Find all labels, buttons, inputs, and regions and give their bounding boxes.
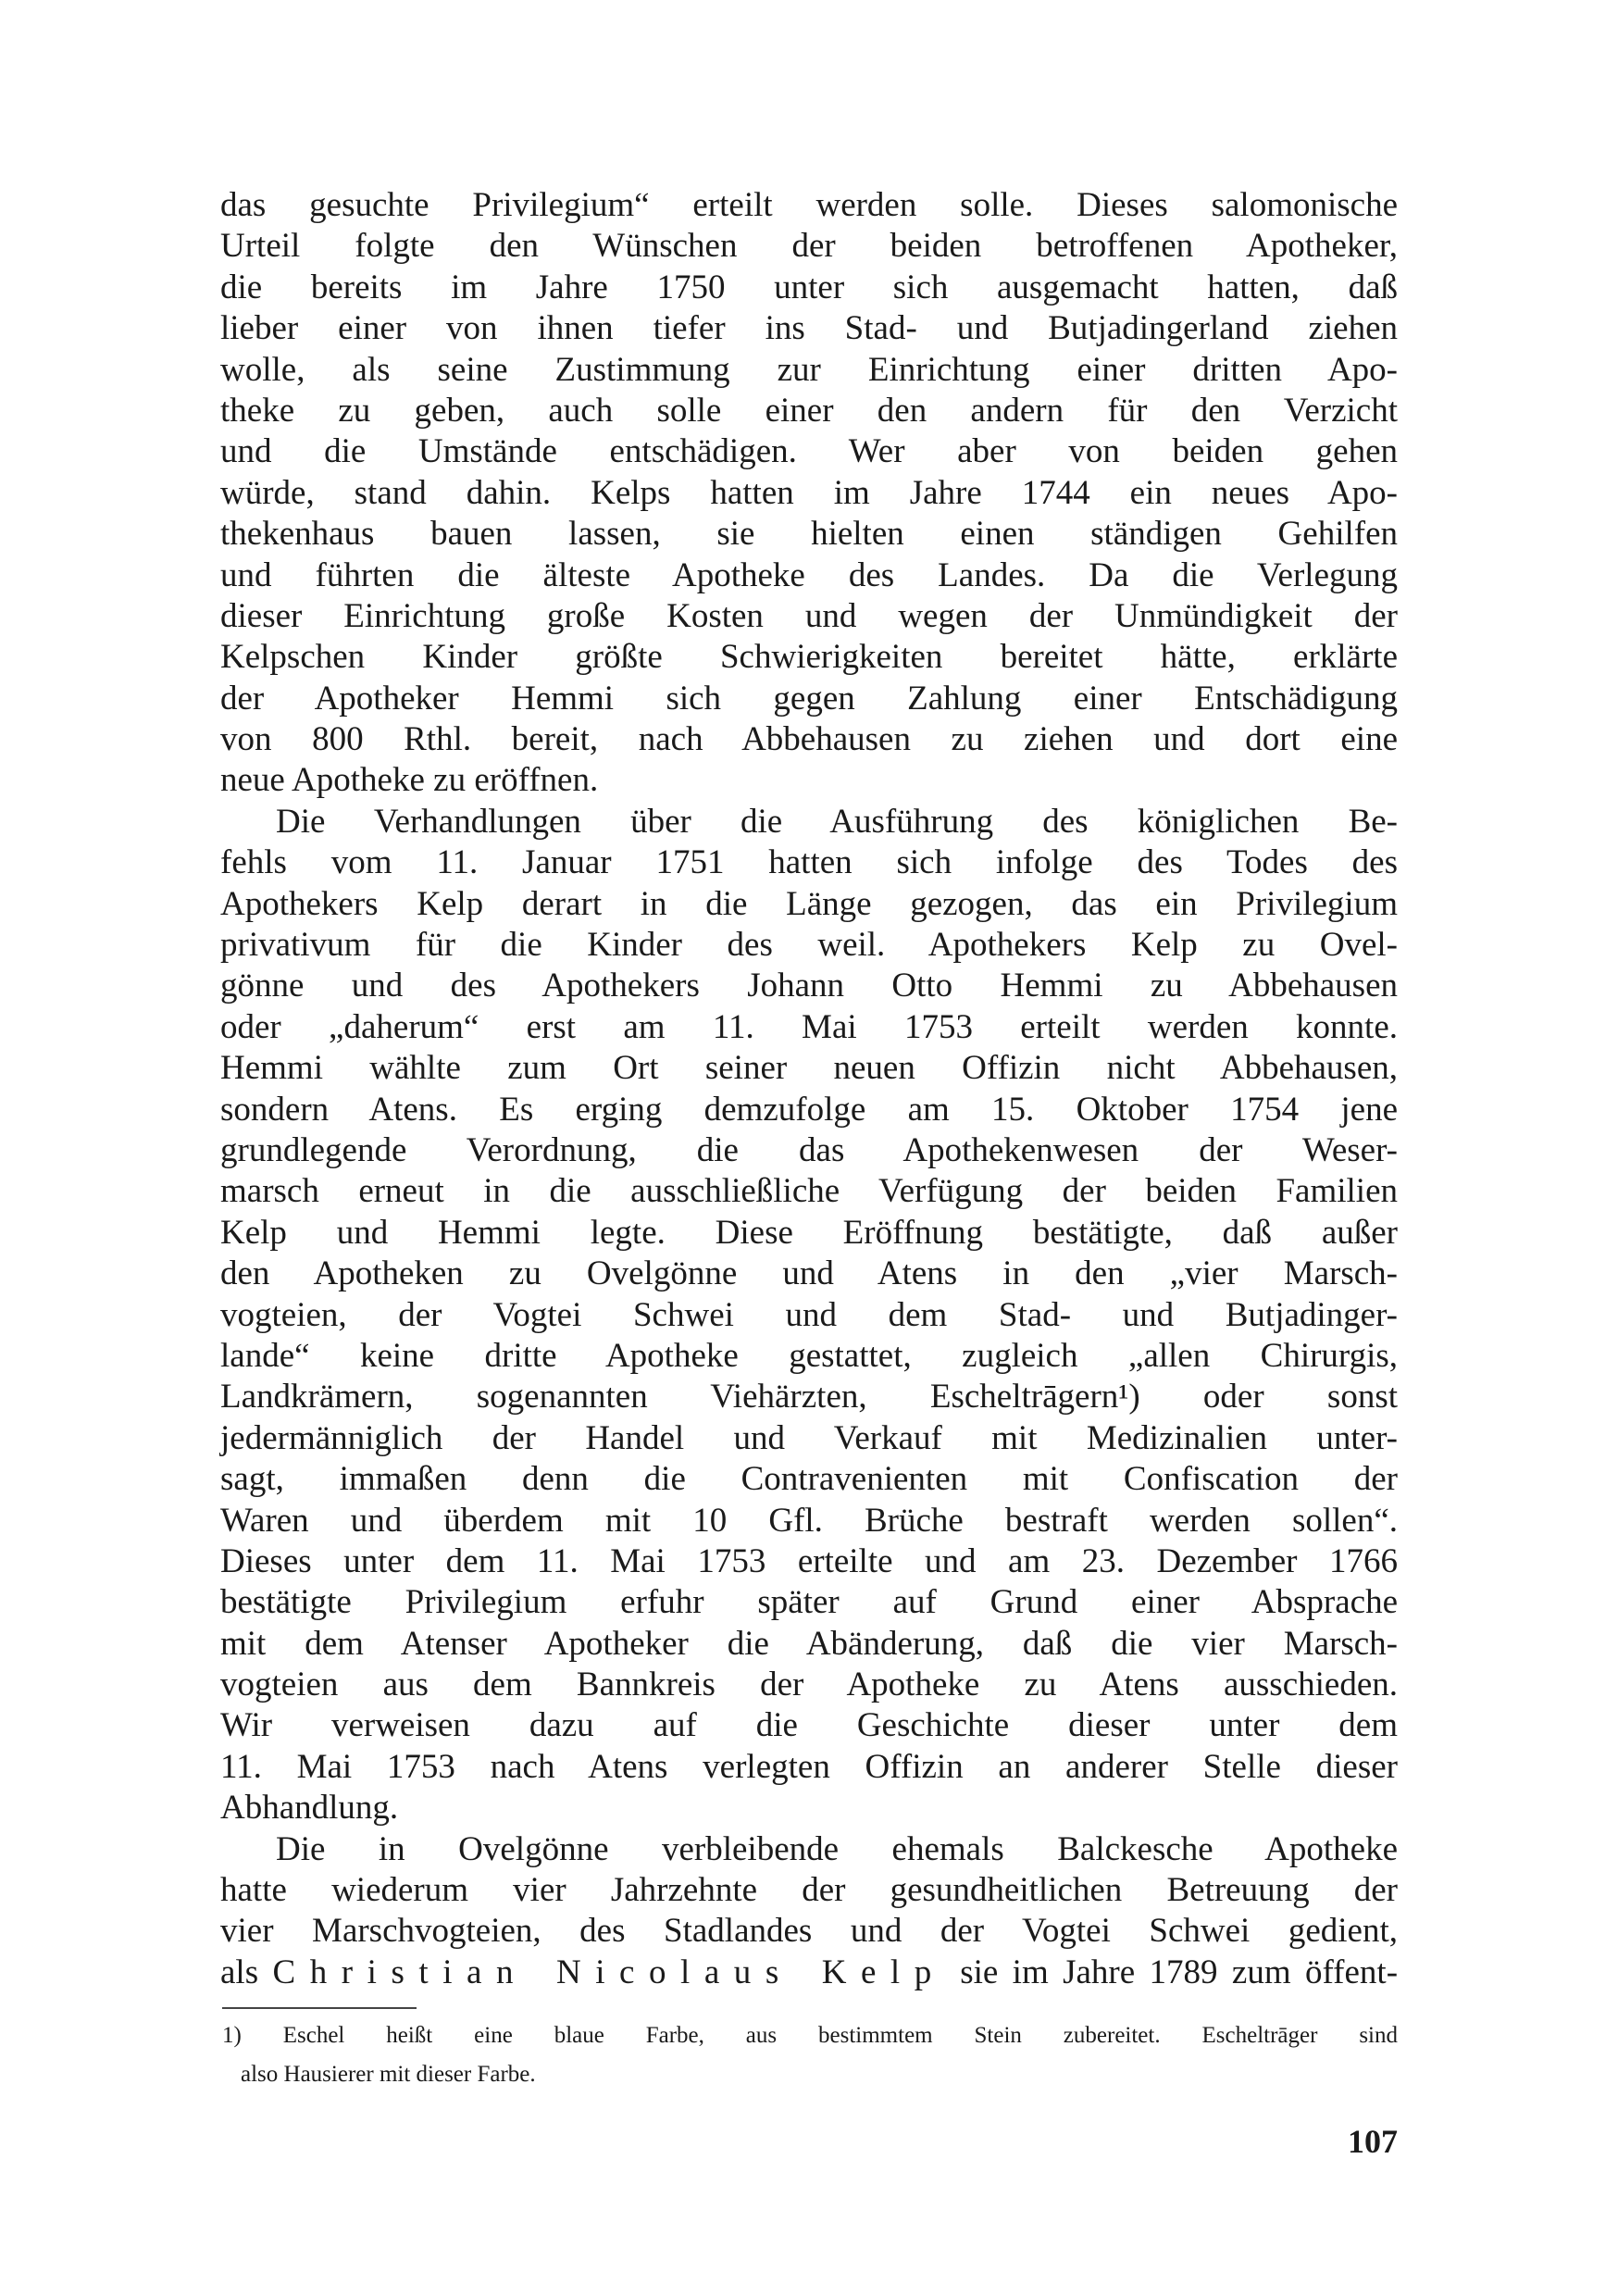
- text-fragment: sie im Jahre 1789 zum öffent-: [960, 1953, 1399, 1991]
- text-line: gönne und des Apothekers Johann Otto Hemmi zu Abbehausen: [220, 967, 1398, 1005]
- text-line: und führten die älteste Apotheke des Landes. Da die Verlegung: [220, 555, 1398, 594]
- text-line: lieber einer von ihnen tiefer ins Stad- und Butjadingerland ziehen: [220, 309, 1398, 348]
- text-line: lande“ keine dritte Apotheke gestattet, zugleich „allen Chirurgis,: [220, 1336, 1398, 1375]
- text-line: Kelp und Hemmi legte. Diese Eröffnung bestätigte, daß außer: [220, 1213, 1398, 1252]
- text-line: theke zu geben, auch solle einer den andern für den Verzicht: [220, 391, 1398, 430]
- text-line: wolle, als seine Zustimmung zur Einrichtung einer dritten Apo-: [220, 350, 1398, 389]
- text-line: Dieses unter dem 11. Mai 1753 erteilte und am 23. Dezember 1766: [220, 1541, 1398, 1580]
- text-line: und die Umstände entschädigen. Wer aber von beiden gehen: [220, 432, 1398, 471]
- text-line: vogteien, der Vogtei Schwei und dem Stad- und Butjadinger-: [220, 1295, 1398, 1334]
- text-line: Wir verweisen dazu auf die Geschichte dieser unter dem: [220, 1706, 1398, 1745]
- text-line: würde, stand dahin. Kelps hatten im Jahre 1744 ein neues Apo-: [220, 473, 1398, 512]
- text-fragment: als: [220, 1953, 259, 1991]
- text-line: die bereits im Jahre 1750 unter sich ausgemacht hatten, daß: [220, 268, 1398, 306]
- text-line: mit dem Atenser Apotheker die Abänderung, daß die vier Marsch-: [220, 1624, 1398, 1663]
- text-line: Landkrämern, sogenannten Viehärzten, Escheltrāgern¹) oder sonst: [220, 1378, 1398, 1416]
- paragraph: [220, 185, 1398, 802]
- text-line: Kelpschen Kinder größte Schwierigkeiten bereitet hätte, erklärte: [220, 638, 1398, 677]
- text-line: das gesuchte Privilegium“ erteilt werden solle. Dieses salomonische: [220, 186, 1398, 224]
- paragraph: [220, 1829, 1398, 1994]
- text-line: sagt, immaßen denn die Contravenienten mit Confiscation der: [220, 1460, 1398, 1499]
- text-line: marsch erneut in die ausschließliche Verfügung der beiden Familien: [220, 1172, 1398, 1211]
- text-line: sondern Atens. Es erging demzufolge am 15. Oktober 1754 jene: [220, 1090, 1398, 1129]
- text-line: thekenhaus bauen lassen, sie hielten einen ständigen Gehilfen: [220, 515, 1398, 554]
- footnote-marker: 1): [222, 2023, 242, 2048]
- footnote: [222, 2016, 1398, 2094]
- footnote-text: Eschel heißt eine blaue Farbe, aus bestimmtem Stein zubereitet. Escheltrāger sind: [282, 2023, 1398, 2048]
- text-line: Abhandlung.: [220, 1789, 399, 1828]
- text-line: 11. Mai 1753 nach Atens verlegten Offizin an anderer Stelle dieser: [220, 1747, 1398, 1786]
- text-line: [220, 1953, 1398, 1993]
- text-line: privativum für die Kinder des weil. Apothekers Kelp zu Ovel-: [220, 926, 1398, 965]
- text-line: bestätigte Privilegium erfuhr später auf Grund einer Absprache: [220, 1583, 1398, 1622]
- text-line: neue Apotheke zu eröffnen.: [220, 761, 599, 800]
- text-line: den Apotheken zu Ovelgönne und Atens in den „vier Marsch-: [220, 1254, 1398, 1293]
- footnote-line: also Hausierer mit dieser Farbe.: [241, 2062, 536, 2087]
- text-line: fehls vom 11. Januar 1751 hatten sich infolge des Todes des: [220, 843, 1398, 882]
- text-line: der Apotheker Hemmi sich gegen Zahlung einer Entschädigung: [220, 679, 1398, 718]
- footnote-line: [222, 2016, 1398, 2055]
- text-line: dieser Einrichtung große Kosten und wegen der Unmündigkeit der: [220, 596, 1398, 635]
- spaced-name: Christian Nicolaus Kelp: [272, 1953, 946, 1991]
- text-line: oder „daherum“ erst am 11. Mai 1753 erteilt werden konnte.: [220, 1007, 1398, 1046]
- text-line: grundlegende Verordnung, die das Apothekenwesen der Weser-: [220, 1130, 1398, 1169]
- page-number: 107: [1348, 2123, 1398, 2160]
- body-text: [220, 185, 1398, 1993]
- text-line: Die Verhandlungen über die Ausführung des königlichen Be-: [276, 802, 1398, 841]
- text-line: vier Marschvogteien, des Stadlandes und der Vogtei Schwei gedient,: [220, 1912, 1398, 1951]
- footnote-divider: [222, 2007, 417, 2009]
- text-line: vogteien aus dem Bannkreis der Apotheke zu Atens ausschieden.: [220, 1666, 1398, 1704]
- paragraph: [220, 802, 1398, 1829]
- text-line: Die in Ovelgönne verbleibende ehemals Balckesche Apotheke: [276, 1829, 1398, 1868]
- text-line: Apothekers Kelp derart in die Länge gezogen, das ein Privilegium: [220, 884, 1398, 923]
- text-line: Hemmi wählte zum Ort seiner neuen Offizin nicht Abbehausen,: [220, 1049, 1398, 1088]
- text-line: Urteil folgte den Wünschen der beiden betroffenen Apotheker,: [220, 227, 1398, 266]
- text-line: von 800 Rthl. bereit, nach Abbehausen zu ziehen und dort eine: [220, 720, 1398, 759]
- text-line: hatte wiederum vier Jahrzehnte der gesundheitlichen Betreuung der: [220, 1871, 1398, 1910]
- text-line: jedermänniglich der Handel und Verkauf mit Medizinalien unter-: [220, 1418, 1398, 1457]
- text-line: Waren und überdem mit 10 Gfl. Brüche bestraft werden sollen“.: [220, 1501, 1398, 1540]
